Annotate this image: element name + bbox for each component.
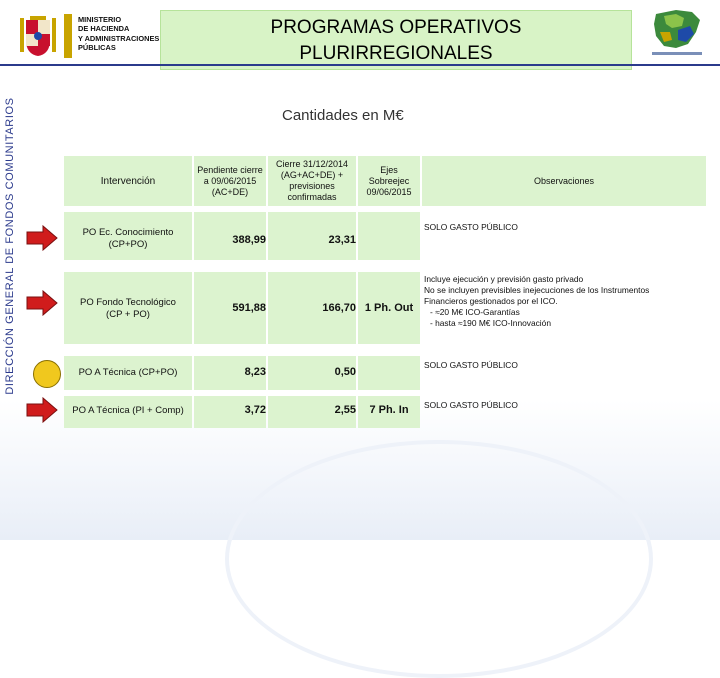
header-intervencion: Intervención (64, 156, 192, 206)
coat-of-arms-icon (18, 14, 58, 58)
sidebar-title: DIRECCIÓN GENERAL DE FONDOS COMUNITARIOS (4, 97, 16, 395)
row-1-cierre: 23,31 (328, 234, 356, 246)
row-4-observaciones: SOLO GASTO PÚBLICO (424, 400, 518, 410)
header-cierre-line-2: (AG+AC+DE) + (280, 170, 344, 180)
header-ejes-line-2: Sobreejec (368, 175, 410, 186)
header-ejes-line-3: 09/06/2015 (366, 186, 412, 197)
row-2-ejes: 1 Ph. Out (364, 302, 414, 314)
ministry-line-1: MINISTERIO (78, 15, 122, 24)
row-1-name (64, 227, 192, 251)
red-arrow-icon (26, 397, 58, 423)
row-3-cierre: 0,50 (334, 366, 356, 378)
header-ejes (358, 156, 420, 206)
row-3-ejes-cell (358, 356, 420, 390)
row-2-name-line-1: PO Fondo Tecnológico (80, 297, 176, 308)
row-2-obs-line-3: Financieros gestionados por el ICO. (424, 296, 558, 306)
units-subtitle: Cantidades en M€ (282, 107, 404, 124)
ministry-line-4: PÚBLICAS (78, 43, 116, 53)
row-2-name-line-2: (CP + PO) (106, 309, 150, 320)
row-1-pendiente: 388,99 (232, 234, 266, 246)
row-2-pendiente: 591,88 (232, 302, 266, 314)
row-1-name-line-1: PO Ec. Conocimiento (82, 227, 174, 238)
row-1-name-line-2: (CP+PO) (108, 239, 148, 250)
row-4-ejes: 7 Ph. In (369, 404, 409, 416)
row-2-name (64, 297, 192, 321)
row-2-obs-line-4: - ≈20 M€ ICO-Garantías (430, 307, 520, 317)
row-2-obs-line-2: No se incluyen previsibles inejecuciones de los Instrumentos (424, 285, 650, 295)
row-4-name: PO A Técnica (PI + Comp) (72, 405, 184, 416)
red-arrow-icon (26, 290, 58, 316)
row-2-obs-line-5: - hasta ≈190 M€ ICO-Innovación (430, 318, 551, 328)
header-pendiente-line-3: (AC+DE) (211, 186, 249, 197)
title-line-1: PROGRAMAS OPERATIVOS (270, 17, 522, 38)
header-cierre (268, 156, 356, 206)
header-cierre-line-1: Cierre 31/12/2014 (275, 159, 349, 169)
ministry-name (78, 15, 159, 53)
spain-map-logo-icon (642, 4, 712, 64)
logo-divider (64, 14, 72, 58)
row-4-cierre: 2,55 (334, 404, 356, 416)
red-arrow-icon (26, 225, 58, 251)
row-3-name: PO A Técnica (CP+PO) (78, 367, 178, 378)
ministry-line-3: Y ADMINISTRACIONES (78, 33, 160, 43)
row-2-observaciones (424, 274, 704, 329)
row-1-ejes-cell (358, 212, 420, 260)
title-line-2: PLURIRREGIONALES (299, 43, 493, 64)
header-pendiente (194, 156, 266, 206)
header-pendiente-line-1: Pendiente cierre (197, 164, 263, 175)
header-pendiente-line-2: a 09/06/2015 (203, 175, 257, 186)
row-4-pendiente: 3,72 (244, 404, 266, 416)
row-3-observaciones: SOLO GASTO PÚBLICO (424, 360, 518, 370)
header-cierre-line-3: previsiones (289, 181, 335, 191)
row-2-obs-line-1: Incluye ejecución y previsión gasto privado (424, 274, 584, 284)
row-1-observaciones: SOLO GASTO PÚBLICO (424, 222, 518, 232)
header-ejes-line-1: Ejes (380, 164, 398, 175)
row-3-pendiente: 8,23 (244, 366, 266, 378)
row-2-cierre: 166,70 (322, 302, 356, 314)
yellow-circle-icon (33, 360, 61, 388)
page-title (160, 10, 632, 70)
header-observaciones: Observaciones (422, 156, 706, 206)
eu-stars-watermark (225, 440, 653, 678)
header-rule (0, 64, 720, 66)
header-cierre-line-4: confirmadas (287, 192, 337, 202)
ministry-line-2: DE HACIENDA (78, 24, 130, 34)
